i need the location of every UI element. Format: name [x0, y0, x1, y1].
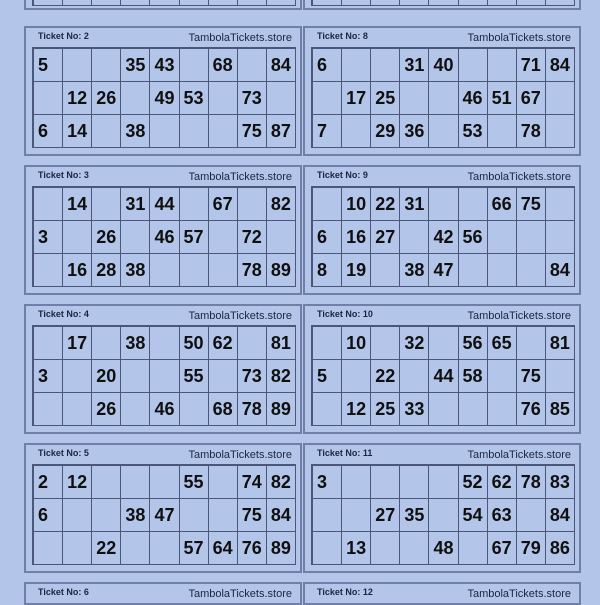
- ticket-number-cell: 6: [34, 499, 63, 532]
- ticket-empty-cell: [429, 188, 458, 221]
- ticket-number-cell: 49: [150, 82, 179, 115]
- ticket-number-cell: 62: [209, 327, 238, 360]
- ticket-brand: TambolaTickets.store: [467, 310, 571, 322]
- ticket-empty-cell: [371, 532, 400, 565]
- ticket-number-cell: 14: [63, 115, 92, 148]
- ticket-empty-cell: [517, 499, 546, 532]
- ticket-number-cell: 79: [517, 532, 546, 565]
- ticket-number-cell: 78: [238, 393, 267, 426]
- ticket-empty-cell: [517, 254, 546, 287]
- ticket-number-cell: 19: [342, 254, 371, 287]
- ticket-number-cell: 3: [313, 466, 342, 499]
- ticket-empty-cell: [209, 82, 238, 115]
- ticket-number-cell: 25: [371, 82, 400, 115]
- ticket-number-cell: 7: [313, 115, 342, 148]
- ticket-number-cell: 48: [429, 532, 458, 565]
- ticket-empty-cell: [488, 49, 517, 82]
- ticket-empty-cell: [238, 188, 267, 221]
- ticket-number-cell: 78: [517, 466, 546, 499]
- ticket-empty-cell: [121, 221, 150, 254]
- ticket-number-cell: 38: [121, 254, 150, 287]
- ticket-header: [26, 167, 300, 186]
- ticket-empty-cell: [150, 466, 179, 499]
- ticket-brand: TambolaTickets.store: [188, 171, 292, 183]
- ticket-number-cell: 75: [238, 115, 267, 148]
- ticket-empty-cell: [209, 360, 238, 393]
- ticket-number-cell: 22: [371, 188, 400, 221]
- ticket-empty-cell: [342, 466, 371, 499]
- ticket-12: [303, 582, 581, 605]
- ticket-number-cell: 55: [180, 360, 209, 393]
- ticket-number-cell: 5: [313, 360, 342, 393]
- ticket-header: [305, 28, 579, 47]
- ticket-empty-cell: [313, 499, 342, 532]
- ticket-number-cell: 67: [488, 532, 517, 565]
- ticket-empty-cell: [34, 327, 63, 360]
- ticket-number-cell: 26: [92, 221, 121, 254]
- ticket-empty-cell: [313, 82, 342, 115]
- ticket-empty-cell: [342, 49, 371, 82]
- ticket-number-cell: 26: [92, 393, 121, 426]
- ticket-number-cell: 73: [238, 82, 267, 115]
- ticket-number-cell: 84: [546, 499, 575, 532]
- ticket-number-cell: 82: [267, 188, 296, 221]
- ticket-empty-cell: [546, 360, 575, 393]
- ticket-number-cell: 36: [400, 115, 429, 148]
- ticket-number-cell: 57: [180, 221, 209, 254]
- ticket-empty-cell: [121, 82, 150, 115]
- ticket-brand: TambolaTickets.store: [467, 171, 571, 183]
- ticket-empty-cell: [400, 532, 429, 565]
- ticket-empty-cell: [313, 188, 342, 221]
- ticket-number: Ticket No: 4: [38, 309, 89, 319]
- ticket-grid: [311, 186, 575, 287]
- ticket-empty-cell: [63, 393, 92, 426]
- ticket-number-cell: 46: [459, 82, 488, 115]
- ticket-grid: [32, 325, 296, 426]
- ticket-empty-cell: [92, 466, 121, 499]
- ticket-empty-cell: [371, 254, 400, 287]
- ticket-empty-cell: [121, 532, 150, 565]
- ticket-8: [303, 26, 581, 156]
- ticket-empty-cell: [267, 221, 296, 254]
- ticket-empty-cell: [34, 532, 63, 565]
- ticket-empty-cell: [488, 360, 517, 393]
- ticket-header: [26, 445, 300, 464]
- ticket-number-cell: 12: [63, 466, 92, 499]
- ticket-brand: TambolaTickets.store: [188, 449, 292, 461]
- ticket-number-cell: 86: [546, 532, 575, 565]
- ticket-number-cell: 47: [429, 254, 458, 287]
- ticket-number-cell: 2: [34, 466, 63, 499]
- ticket-number: Ticket No: 5: [38, 448, 89, 458]
- ticket-number-cell: 29: [371, 115, 400, 148]
- ticket-empty-cell: [34, 393, 63, 426]
- ticket-number-cell: 20: [92, 360, 121, 393]
- ticket-number-cell: 42: [429, 221, 458, 254]
- ticket-partial-top-right: [303, 0, 581, 10]
- ticket-header: [26, 306, 300, 325]
- ticket-empty-cell: [180, 393, 209, 426]
- ticket-grid: [311, 464, 575, 565]
- ticket-empty-cell: [517, 221, 546, 254]
- ticket-number-cell: 54: [459, 499, 488, 532]
- ticket-number-cell: 83: [546, 466, 575, 499]
- ticket-number-cell: 78: [238, 254, 267, 287]
- ticket-empty-cell: [121, 466, 150, 499]
- ticket-empty-cell: [92, 115, 121, 148]
- ticket-empty-cell: [429, 115, 458, 148]
- ticket-number-cell: 76: [238, 532, 267, 565]
- ticket-number-cell: 67: [209, 188, 238, 221]
- ticket-empty-cell: [429, 82, 458, 115]
- ticket-number-cell: 56: [459, 327, 488, 360]
- ticket-empty-cell: [342, 499, 371, 532]
- ticket-number-cell: 32: [400, 327, 429, 360]
- ticket-number-cell: 63: [488, 499, 517, 532]
- ticket-number-cell: 22: [371, 360, 400, 393]
- ticket-number-cell: 44: [150, 188, 179, 221]
- ticket-number-cell: 38: [400, 254, 429, 287]
- ticket-empty-cell: [180, 499, 209, 532]
- ticket-empty-cell: [459, 254, 488, 287]
- ticket-number-cell: 17: [63, 327, 92, 360]
- ticket-number-cell: 33: [400, 393, 429, 426]
- ticket-empty-cell: [209, 221, 238, 254]
- ticket-grid: [32, 464, 296, 565]
- ticket-empty-cell: [92, 499, 121, 532]
- ticket-number-cell: 38: [121, 115, 150, 148]
- ticket-number-cell: 78: [517, 115, 546, 148]
- ticket-empty-cell: [267, 82, 296, 115]
- ticket-empty-cell: [313, 393, 342, 426]
- ticket-5: [24, 443, 302, 573]
- ticket-empty-cell: [546, 82, 575, 115]
- ticket-number: Ticket No: 3: [38, 170, 89, 180]
- ticket-number-cell: 27: [371, 499, 400, 532]
- ticket-empty-cell: [238, 327, 267, 360]
- ticket-number-cell: 12: [342, 393, 371, 426]
- ticket-empty-cell: [34, 82, 63, 115]
- ticket-empty-cell: [371, 49, 400, 82]
- ticket-number-cell: 47: [150, 499, 179, 532]
- ticket-empty-cell: [488, 254, 517, 287]
- ticket-number-cell: 53: [459, 115, 488, 148]
- ticket-empty-cell: [400, 82, 429, 115]
- ticket-header: [26, 28, 300, 47]
- ticket-number-cell: 35: [121, 49, 150, 82]
- ticket-partial-top-left: [24, 0, 302, 10]
- ticket-number-cell: 72: [238, 221, 267, 254]
- ticket-empty-cell: [546, 115, 575, 148]
- ticket-number: Ticket No: 2: [38, 31, 89, 41]
- ticket-number-cell: 64: [209, 532, 238, 565]
- ticket-brand: TambolaTickets.store: [467, 32, 571, 44]
- ticket-empty-cell: [342, 360, 371, 393]
- ticket-number-cell: 67: [517, 82, 546, 115]
- ticket-number-cell: 58: [459, 360, 488, 393]
- ticket-number-cell: 40: [429, 49, 458, 82]
- ticket-number-cell: 31: [121, 188, 150, 221]
- ticket-empty-cell: [238, 49, 267, 82]
- ticket-header: [26, 584, 300, 603]
- ticket-number-cell: 26: [92, 82, 121, 115]
- ticket-empty-cell: [180, 115, 209, 148]
- ticket-number-cell: 10: [342, 327, 371, 360]
- ticket-empty-cell: [150, 360, 179, 393]
- ticket-empty-cell: [488, 393, 517, 426]
- ticket-empty-cell: [209, 499, 238, 532]
- ticket-empty-cell: [92, 327, 121, 360]
- ticket-number-cell: 6: [313, 49, 342, 82]
- ticket-9: [303, 165, 581, 295]
- ticket-number-cell: 44: [429, 360, 458, 393]
- ticket-number-cell: 38: [121, 327, 150, 360]
- ticket-number-cell: 82: [267, 466, 296, 499]
- ticket-number-cell: 76: [517, 393, 546, 426]
- ticket-number-cell: 8: [313, 254, 342, 287]
- ticket-number-cell: 82: [267, 360, 296, 393]
- ticket-number-cell: 84: [546, 49, 575, 82]
- ticket-number-cell: 22: [92, 532, 121, 565]
- ticket-number-cell: 75: [238, 499, 267, 532]
- ticket-empty-cell: [150, 115, 179, 148]
- ticket-10: [303, 304, 581, 434]
- ticket-number: Ticket No: 10: [317, 309, 373, 319]
- ticket-number-cell: 71: [517, 49, 546, 82]
- ticket-number-cell: 52: [459, 466, 488, 499]
- ticket-empty-cell: [34, 254, 63, 287]
- ticket-header: [305, 584, 579, 603]
- ticket-empty-cell: [429, 466, 458, 499]
- ticket-number-cell: 13: [342, 532, 371, 565]
- ticket-number-cell: 31: [400, 188, 429, 221]
- ticket-header: [305, 167, 579, 186]
- ticket-number-cell: 46: [150, 221, 179, 254]
- ticket-number-cell: 14: [63, 188, 92, 221]
- ticket-number-cell: 73: [238, 360, 267, 393]
- ticket-grid: [311, 47, 575, 148]
- ticket-grid: [32, 186, 296, 287]
- ticket-number-cell: 16: [63, 254, 92, 287]
- ticket-number-cell: 43: [150, 49, 179, 82]
- ticket-empty-cell: [429, 393, 458, 426]
- ticket-number-cell: 31: [400, 49, 429, 82]
- ticket-6: [24, 582, 302, 605]
- ticket-empty-cell: [313, 327, 342, 360]
- ticket-3: [24, 165, 302, 295]
- ticket-number-cell: 87: [267, 115, 296, 148]
- ticket-2: [24, 26, 302, 156]
- ticket-empty-cell: [180, 254, 209, 287]
- ticket-number-cell: 62: [488, 466, 517, 499]
- ticket-empty-cell: [459, 532, 488, 565]
- ticket-brand: TambolaTickets.store: [188, 32, 292, 44]
- ticket-number-cell: 75: [517, 360, 546, 393]
- ticket-empty-cell: [63, 221, 92, 254]
- ticket-empty-cell: [180, 49, 209, 82]
- ticket-header: [305, 445, 579, 464]
- ticket-empty-cell: [180, 188, 209, 221]
- ticket-number: Ticket No: 6: [38, 587, 89, 597]
- ticket-number-cell: 89: [267, 254, 296, 287]
- ticket-number-cell: 35: [400, 499, 429, 532]
- ticket-number-cell: 5: [34, 49, 63, 82]
- ticket-number-cell: 25: [371, 393, 400, 426]
- ticket-empty-cell: [488, 115, 517, 148]
- ticket-empty-cell: [400, 221, 429, 254]
- ticket-empty-cell: [371, 466, 400, 499]
- ticket-brand: TambolaTickets.store: [467, 588, 571, 600]
- ticket-number-cell: 28: [92, 254, 121, 287]
- ticket-number-cell: 6: [34, 115, 63, 148]
- ticket-empty-cell: [209, 254, 238, 287]
- ticket-number-cell: 74: [238, 466, 267, 499]
- ticket-4: [24, 304, 302, 434]
- ticket-number-cell: 16: [342, 221, 371, 254]
- ticket-number-cell: 46: [150, 393, 179, 426]
- ticket-number-cell: 81: [267, 327, 296, 360]
- ticket-empty-cell: [546, 188, 575, 221]
- ticket-empty-cell: [546, 221, 575, 254]
- ticket-number-cell: 68: [209, 49, 238, 82]
- ticket-number-cell: 6: [313, 221, 342, 254]
- ticket-brand: TambolaTickets.store: [188, 310, 292, 322]
- ticket-number-cell: 66: [488, 188, 517, 221]
- ticket-grid: [311, 0, 575, 6]
- ticket-grid: [32, 0, 296, 6]
- ticket-empty-cell: [488, 221, 517, 254]
- ticket-number-cell: 12: [63, 82, 92, 115]
- ticket-number-cell: 3: [34, 221, 63, 254]
- ticket-empty-cell: [121, 360, 150, 393]
- ticket-header: [305, 306, 579, 325]
- ticket-number-cell: 81: [546, 327, 575, 360]
- ticket-number-cell: 3: [34, 360, 63, 393]
- ticket-number-cell: 51: [488, 82, 517, 115]
- ticket-number-cell: 10: [342, 188, 371, 221]
- ticket-number-cell: 84: [267, 49, 296, 82]
- ticket-empty-cell: [63, 49, 92, 82]
- ticket-empty-cell: [313, 532, 342, 565]
- ticket-number-cell: 75: [517, 188, 546, 221]
- ticket-empty-cell: [209, 115, 238, 148]
- ticket-grid: [311, 325, 575, 426]
- ticket-number-cell: 55: [180, 466, 209, 499]
- ticket-brand: TambolaTickets.store: [188, 588, 292, 600]
- ticket-empty-cell: [63, 499, 92, 532]
- ticket-empty-cell: [517, 327, 546, 360]
- ticket-empty-cell: [400, 466, 429, 499]
- ticket-number: Ticket No: 12: [317, 587, 373, 597]
- ticket-empty-cell: [34, 188, 63, 221]
- ticket-grid: [32, 47, 296, 148]
- ticket-number-cell: 89: [267, 393, 296, 426]
- ticket-empty-cell: [429, 499, 458, 532]
- ticket-empty-cell: [92, 188, 121, 221]
- ticket-11: [303, 443, 581, 573]
- ticket-number-cell: 38: [121, 499, 150, 532]
- ticket-number-cell: 84: [546, 254, 575, 287]
- ticket-empty-cell: [209, 466, 238, 499]
- ticket-empty-cell: [121, 393, 150, 426]
- ticket-empty-cell: [459, 393, 488, 426]
- ticket-empty-cell: [459, 49, 488, 82]
- ticket-empty-cell: [63, 360, 92, 393]
- ticket-number-cell: 84: [267, 499, 296, 532]
- ticket-number: Ticket No: 11: [317, 448, 373, 458]
- ticket-number-cell: 89: [267, 532, 296, 565]
- ticket-empty-cell: [63, 532, 92, 565]
- ticket-number-cell: 53: [180, 82, 209, 115]
- ticket-number-cell: 65: [488, 327, 517, 360]
- ticket-number-cell: 50: [180, 327, 209, 360]
- ticket-number-cell: 68: [209, 393, 238, 426]
- ticket-number-cell: 57: [180, 532, 209, 565]
- ticket-number-cell: 85: [546, 393, 575, 426]
- ticket-number: Ticket No: 8: [317, 31, 368, 41]
- ticket-empty-cell: [429, 327, 458, 360]
- ticket-empty-cell: [150, 532, 179, 565]
- ticket-number: Ticket No: 9: [317, 170, 368, 180]
- ticket-empty-cell: [92, 49, 121, 82]
- ticket-brand: TambolaTickets.store: [467, 449, 571, 461]
- ticket-empty-cell: [371, 327, 400, 360]
- ticket-empty-cell: [150, 327, 179, 360]
- ticket-number-cell: 56: [459, 221, 488, 254]
- ticket-empty-cell: [400, 360, 429, 393]
- ticket-number-cell: 17: [342, 82, 371, 115]
- ticket-empty-cell: [150, 254, 179, 287]
- ticket-number-cell: 27: [371, 221, 400, 254]
- ticket-empty-cell: [459, 188, 488, 221]
- ticket-empty-cell: [342, 115, 371, 148]
